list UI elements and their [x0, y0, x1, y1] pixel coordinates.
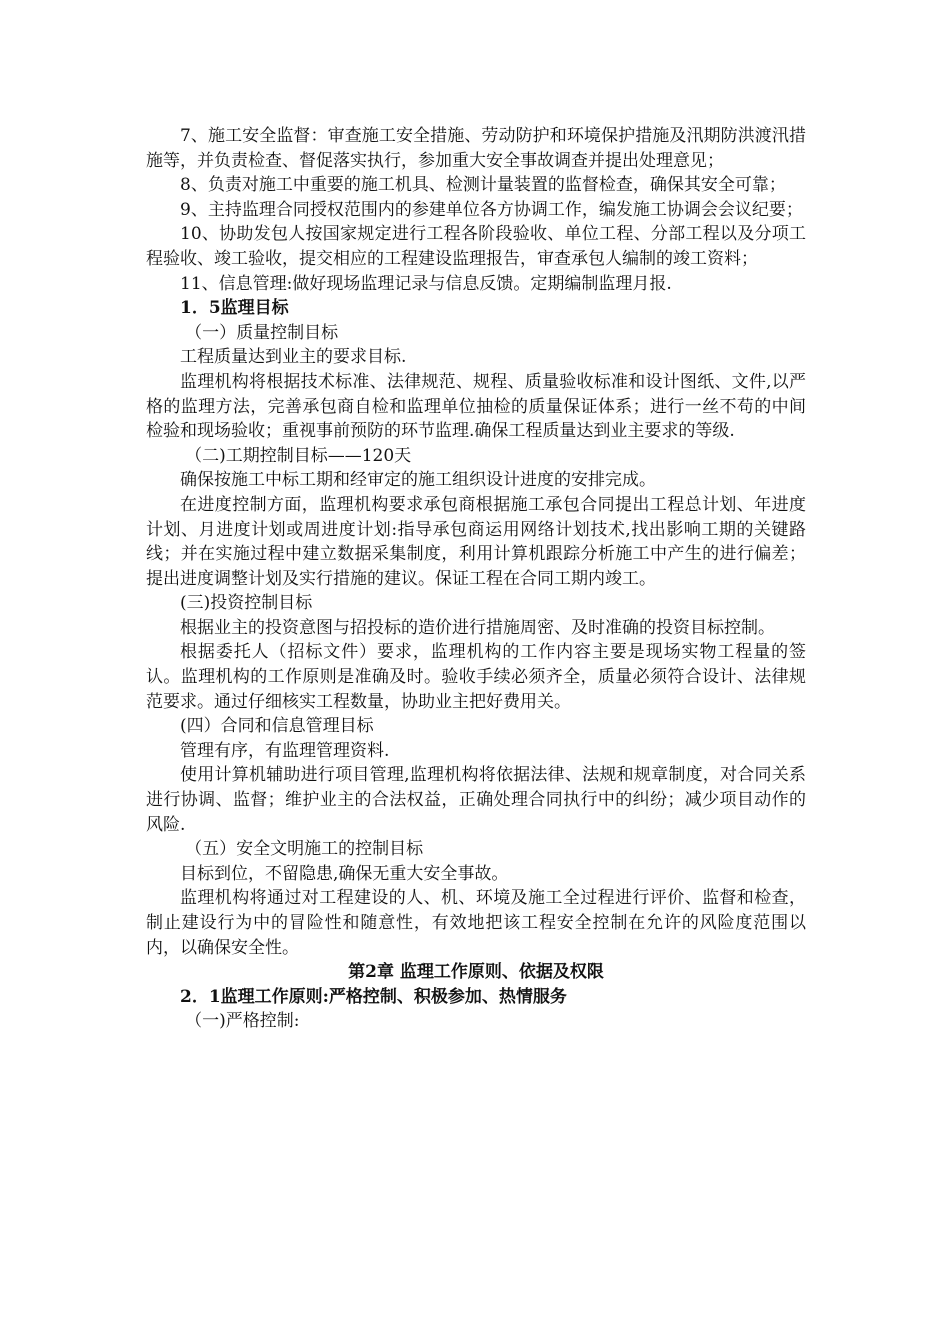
paragraph-item-8: 8、负责对施工中重要的施工机具、检测计量装置的监督检查，确保其安全可靠； — [180, 175, 786, 196]
paragraph-quality-method: 监理机构将根据技术标准、法律规范、规程、质量验收标准和设计图纸、文件,以严格的监理方法，完善承包商自检和监理单位抽检的质量保证体系；进行一丝不苟的中间检验和现场验收；重视事前预防的环节监理.确保工程质量达到业主要求的等级. — [146, 371, 806, 442]
paragraph-investment-goal: 根据业主的投资意图与招投标的造价进行措施周密、及时准确的投资目标控制。 — [180, 617, 775, 638]
paragraph-contract-method: 使用计算机辅助进行项目管理,监理机构将依据法律、法规和规章制度，对合同关系进行协调、监督；维护业主的合法权益，正确处理合同执行中的纠纷；减少项目动作的风险. — [146, 765, 806, 835]
subheading-schedule: （二)工期控制目标——120天 — [185, 445, 412, 466]
section-heading-2-1: 2．1监理工作原则:严格控制、积极参加、热情服务 — [180, 986, 567, 1007]
paragraph-item-9: 9、主持监理合同授权范围内的参建单位各方协调工作，编发施工协调会会议纪要； — [180, 199, 803, 220]
paragraph-item-11: 11、信息管理:做好现场监理记录与信息反馈。定期编制监理月报. — [180, 273, 672, 294]
paragraph-contract-goal: 管理有序，有监理管理资料. — [180, 740, 390, 761]
document-body — [146, 124, 806, 1034]
paragraph-schedule-goal: 确保按施工中标工期和经审定的施工组织设计进度的安排完成。 — [180, 470, 656, 491]
paragraph-item-10: 10、协助发包人按国家规定进行工程各阶段验收、单位工程、分部工程以及分项工程验收、竣工验收，提交相应的工程建设监理报告，审查承包人编制的竣工资料； — [146, 224, 806, 269]
paragraph-quality-goal: 工程质量达到业主的要求目标. — [180, 347, 407, 368]
section-heading-1-5: 1．5监理目标 — [180, 298, 289, 319]
subheading-strict-control: （一)严格控制: — [185, 1011, 300, 1032]
chapter-title: 第2章 监理工作原则、依据及权限 — [348, 962, 604, 983]
paragraph-item-7: 7、施工安全监督：审查施工安全措施、劳动防护和环境保护措施及汛期防洪渡汛措施等，并负责检查、督促落实执行，参加重大安全事故调查并提出处理意见； — [146, 126, 806, 171]
subheading-investment: (三)投资控制目标 — [180, 593, 313, 614]
paragraph-schedule-method: 在进度控制方面，监理机构要求承包商根据施工承包合同提出工程总计划、年进度计划、月进度计划或周进度计划:指导承包商运用网络计划技术,找出影响工期的关键路线；并在实施过程中建立数据采集制度，利用计算机跟踪分析施工中产生的进行偏差；提出进度调整计划及实行措施的建议。保证工程在合同工期内竣工。 — [146, 494, 806, 589]
paragraph-safety-goal: 目标到位，不留隐患,确保无重大安全事故。 — [180, 863, 509, 884]
subheading-safety: （五）安全文明施工的控制目标 — [185, 839, 424, 860]
subheading-quality: （一）质量控制目标 — [185, 322, 339, 343]
paragraph-investment-method: 根据委托人（招标文件）要求，监理机构的工作内容主要是现场实物工程量的签认。监理机构的工作原则是准确及时。验收手续必须齐全，质量必须符合设计、法律规范要求。通过仔细核实工程数量，协助业主把好费用关。 — [146, 642, 806, 712]
paragraph-safety-method: 监理机构将通过对工程建设的人、机、环境及施工全过程进行评价、监督和检查，制止建设行为中的冒险性和随意性，有效地把该工程安全控制在允许的风险度范围以内，以确保安全性。 — [146, 888, 806, 958]
subheading-contract: (四）合同和信息管理目标 — [180, 716, 374, 737]
